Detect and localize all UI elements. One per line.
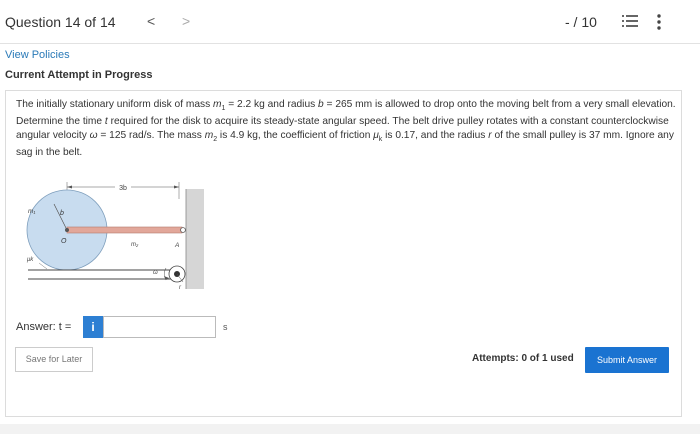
submit-answer-button[interactable]: Submit Answer — [585, 347, 669, 373]
attempt-status: Current Attempt in Progress — [5, 69, 153, 81]
center-label: O — [61, 238, 67, 245]
friction-label: μk — [27, 257, 34, 263]
more-options-icon[interactable] — [655, 13, 663, 31]
answer-unit: s — [223, 322, 228, 332]
attempts-counter: Attempts: 0 of 1 used — [472, 353, 574, 364]
dimension-label: 3b — [119, 185, 127, 192]
pulley-radius-label: r — [179, 285, 181, 291]
answer-input[interactable] — [103, 316, 216, 338]
question-card — [5, 90, 682, 417]
pin-label: A — [175, 242, 180, 249]
info-button[interactable]: i — [83, 316, 103, 338]
previous-question-button[interactable]: < — [147, 13, 156, 29]
view-policies-link[interactable]: View Policies — [5, 49, 70, 61]
problem-figure — [14, 179, 214, 297]
omega-label: ω — [153, 270, 158, 276]
problem-statement: The initially stationary uniform disk of mass $m_1 = 2.2$ kg and radius b = 265 mm is allowed to drop onto the moving belt from a very small elevation. Determine the time t required for the disk to acquire its steady-state angular speed. The belt drive pulley rotates with a constant counterclockwise angular velocity ω = 125 rad/s. The mass $m_2$ is 4.9 kg, the coefficient of friction $\mu_k$ is 0.17, and the radius r of the small pulley is 37 mm. Ignore any sag in the belt. — [16, 99, 676, 159]
question-list-icon[interactable] — [622, 13, 638, 29]
question-title: Question 14 of 14 — [5, 14, 116, 30]
top-bar — [0, 0, 700, 44]
save-for-later-button[interactable]: Save for Later — [15, 347, 93, 372]
next-question-button[interactable]: > — [182, 13, 191, 29]
arm — [67, 227, 182, 233]
main-content — [0, 44, 700, 424]
mass2-label: m₂ — [131, 242, 139, 248]
radius-label: b — [60, 210, 64, 217]
mass1-label: m₁ — [28, 208, 36, 215]
answer-label: Answer: t = — [16, 321, 72, 333]
score-display: - / 10 — [565, 14, 597, 30]
